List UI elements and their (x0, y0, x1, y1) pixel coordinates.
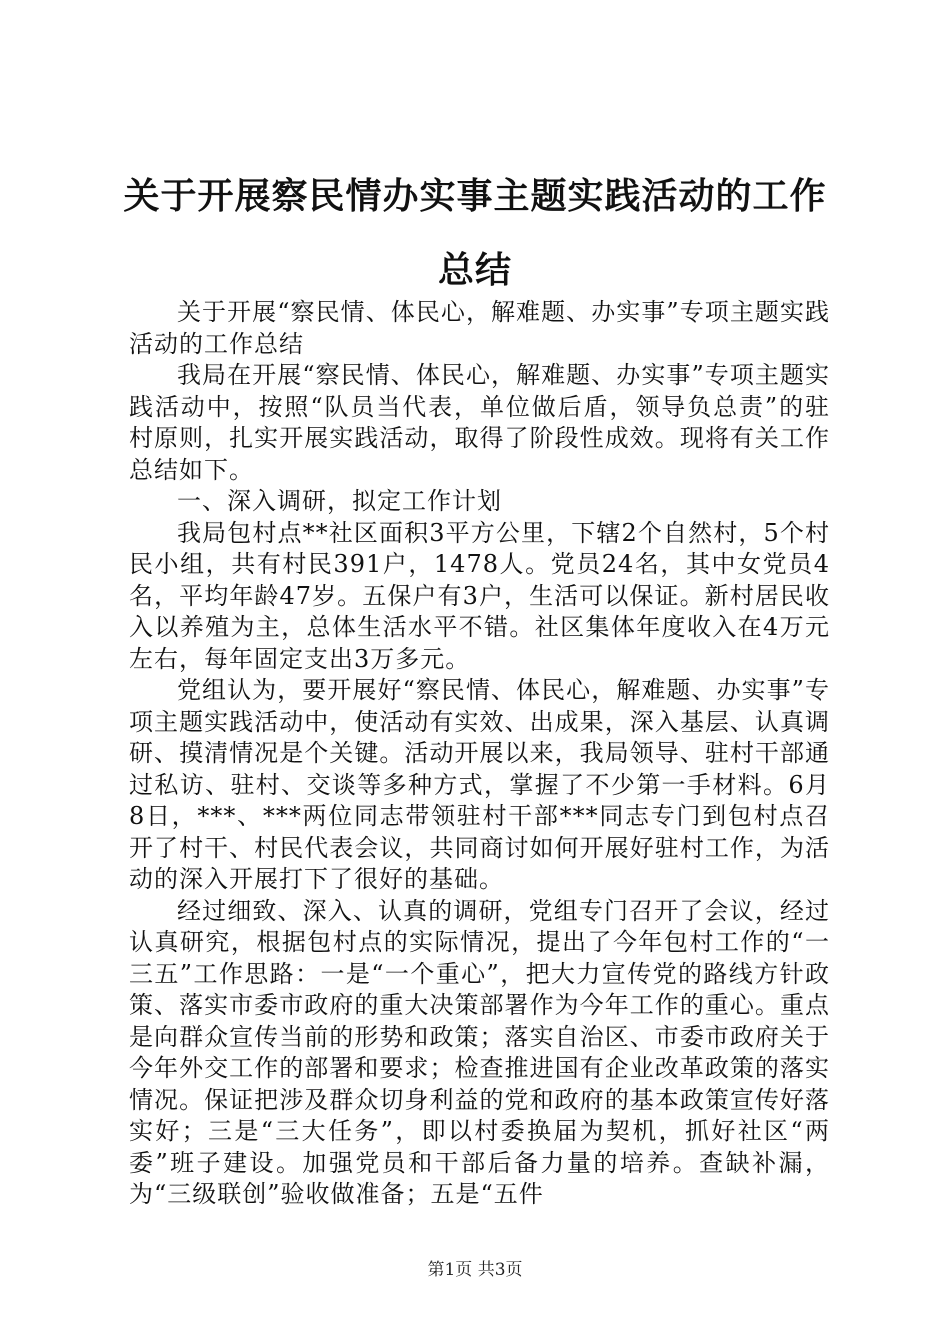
research-paragraph: 党组认为，要开展好“察民情、体民心，解难题、办实事”专项主题实践活动中，使活动有实效、出成果，深入基层、认真调研、摸清情况是个关键。活动开展以来，我局领导、驻村干部通过私访、驻村、交谈等多种方式，掌握了不少第一手材料。6月8日，***、***两位同志带领驻村干部***同志专门到包村点召开了村干、村民代表会议，共同商讨如何开展好驻村工作，为活动的深入开展打下了很好的基础。 (129, 676, 830, 893)
subtitle-paragraph: 关于开展“察民情、体民心，解难题、办实事”专项主题实践活动的工作总结 (129, 298, 830, 358)
document-title: 关于开展察民情办实事主题实践活动的工作总结 (123, 176, 827, 291)
community-overview-paragraph: 我局包村点**社区面积3平方公里，下辖2个自然村，5个村民小组，共有村民391户，1478人。党员24名，其中女党员4名，平均年龄47岁。五保户有3户，生活可以保证。新村居民收入以养殖为主，总体生活水平不错。社区集体年度收入在4万元左右，每年固定支出3万多元。 (129, 518, 830, 673)
work-plan-paragraph: 经过细致、深入、认真的调研，党组专门召开了会议，经过认真研究，根据包村点的实际情况，提出了今年包村工作的“一三五”工作思路：一是“一个重心”，把大力宣传党的路线方针政策、落实市委市政府的重大决策部署作为今年工作的重心。重点是向群众宣传当前的形势和政策；落实自治区、市委市政府关于今年外交工作的部署和要求；检查推进国有企业改革政策的落实情况。保证把涉及群众切身利益的党和政府的基本政策宣传好落实好；三是“三大任务”，即以村委换届为契机，抓好社区“两委”班子建设。加强党员和干部后备力量的培养。查缺补漏，为“三级联创”验收做准备；五是“五件 (129, 896, 830, 1208)
document-body (129, 297, 830, 1211)
intro-paragraph: 我局在开展“察民情、体民心，解难题、办实事”专项主题实践活动中，按照“队员当代表，单位做后盾，领导负总责”的驻村原则，扎实开展实践活动，取得了阶段性成效。现将有关工作总结如下。 (129, 361, 830, 484)
section-heading: 一、深入调研，拟定工作计划 (177, 487, 502, 515)
page-number-footer: 第1页 共3页 (427, 1260, 523, 1280)
